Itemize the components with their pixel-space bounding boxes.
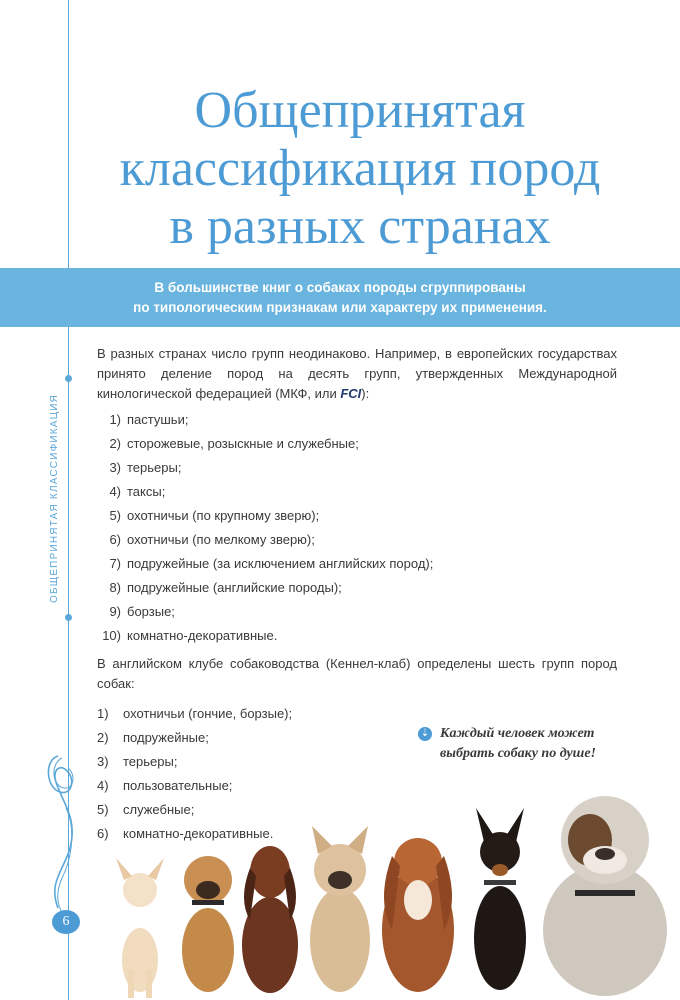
banner-line-1: В большинстве книг о собаках породы сгруппированы — [154, 279, 526, 295]
list-item-number: 6) — [109, 532, 121, 547]
list-item-label: пользовательные; — [123, 778, 233, 793]
pinscher-dog-icon — [474, 808, 526, 990]
dogs-photo — [100, 780, 680, 1000]
intro-text: В разных странах число групп неодинаково. Например, в европейских государствах принято деление пород на десять групп, утвержденных Международной кинологической федерацией (МКФ, или — [97, 346, 617, 401]
list-item-number: 10) — [102, 628, 121, 643]
title-line-1: Общепринятая — [194, 82, 526, 139]
callout-caption — [418, 724, 628, 764]
list-item — [97, 528, 617, 552]
list-item-label: пастушьи; — [127, 412, 189, 427]
list-item-label: охотничьи (по крупному зверю); — [127, 508, 320, 523]
pug-dog-icon — [182, 856, 234, 992]
list-item-number: 6) — [97, 826, 109, 841]
side-rule-dot-top — [65, 375, 72, 382]
list-item — [97, 432, 617, 456]
intro-close: ): — [361, 386, 370, 401]
list-item — [97, 576, 617, 600]
list-item-label: охотничьи (гончие, борзые); — [123, 706, 293, 721]
title-line-3: в разных странах — [169, 198, 551, 255]
list-item-number: 3) — [97, 754, 109, 769]
list-item-number: 5) — [97, 802, 109, 817]
list-item-label: подружейные (английские породы); — [127, 580, 342, 595]
list-item-number: 8) — [109, 580, 121, 595]
list-item-label: служебные; — [123, 802, 195, 817]
list-item-label: подружейные (за исключением английских пород); — [127, 556, 434, 571]
list-item-number: 9) — [109, 604, 121, 619]
list-item-number: 1) — [97, 706, 109, 721]
list-item-number: 1) — [109, 412, 121, 427]
list-item — [97, 702, 617, 726]
intro-paragraph — [97, 344, 617, 404]
list-item-label: терьеры; — [127, 460, 182, 475]
list-item — [97, 600, 617, 624]
side-rule-dot-bottom — [65, 614, 72, 621]
side-section-label: ОБЩЕПРИНЯТАЯ КЛАССИФИКАЦИЯ — [49, 393, 60, 603]
list-item-label: комнатно-декоративные. — [123, 826, 274, 841]
list-item-number: 2) — [109, 436, 121, 451]
kennel-club-paragraph: В английском клубе собаководства (Кеннел-клаб) определены шесть групп пород собак: — [97, 656, 617, 691]
french-bulldog-dog-icon — [310, 826, 370, 992]
banner-line-2: по типологическим признакам или характеру их применения. — [133, 299, 547, 315]
list-item-label: сторожевые, розыскные и служебные; — [127, 436, 359, 451]
dachshund-dog-icon — [242, 846, 298, 993]
list-item-label: охотничьи (по мелкому зверю); — [127, 532, 315, 547]
list-item-number: 7) — [109, 556, 121, 571]
leash-ornament-icon — [36, 748, 86, 928]
list-item-label: комнатно-декоративные. — [127, 628, 278, 643]
list-item — [97, 408, 617, 432]
list-item-number: 2) — [97, 730, 109, 745]
list-item — [97, 552, 617, 576]
fci-abbreviation: FCI — [340, 386, 362, 401]
list-item — [97, 456, 617, 480]
title-line-2: классификация пород — [119, 140, 601, 197]
spaniel-dog-icon — [382, 838, 454, 992]
fci-group-list — [97, 408, 617, 648]
list-item — [97, 480, 617, 504]
list-item-label: подружейные; — [123, 730, 209, 745]
list-item — [97, 624, 617, 648]
arrow-down-circle-icon: ⇣ — [418, 727, 432, 741]
list-item-number: 3) — [109, 460, 121, 475]
page-title — [70, 82, 650, 256]
list-item-number: 4) — [97, 778, 109, 793]
list-item-label: терьеры; — [123, 754, 178, 769]
page-number: 6 — [52, 910, 80, 934]
bulldog-dog-icon — [543, 796, 667, 996]
lead-banner — [0, 268, 680, 327]
callout-text: Каждый человек может выбрать собаку по душе! — [440, 726, 596, 761]
list-item — [97, 504, 617, 528]
list-item-label: борзые; — [127, 604, 175, 619]
list-item-number: 5) — [109, 508, 121, 523]
list-item-number: 4) — [109, 484, 121, 499]
list-item-label: таксы; — [127, 484, 166, 499]
chihuahua-dog-icon — [116, 858, 164, 998]
